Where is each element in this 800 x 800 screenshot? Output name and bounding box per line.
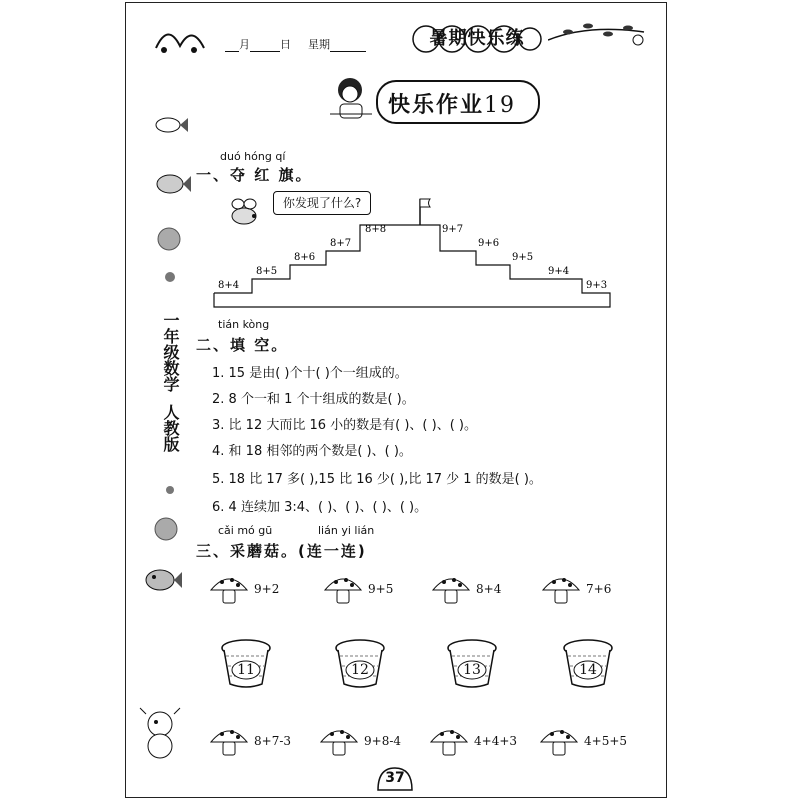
mushroom-item <box>540 572 612 610</box>
bubble-icon <box>156 226 182 252</box>
basket-number: 11 <box>237 662 255 678</box>
mushroom-icon <box>538 724 580 758</box>
question-4: 4. 和 18 相邻的两个数是( )、( )。 <box>212 444 412 459</box>
left-step-5: 8+8 <box>365 224 387 235</box>
section3-pinyin-a: cǎi mó gū <box>218 524 273 537</box>
fish-icon <box>150 110 190 140</box>
fish-icon <box>152 166 192 202</box>
brand-text: 暑期快乐练 <box>429 28 525 49</box>
mushroom-label: 4+4+3 <box>474 734 518 748</box>
day-label: 日 <box>280 38 291 51</box>
mushroom-label: 4+5+5 <box>584 734 628 748</box>
month-label: 月 <box>239 38 250 51</box>
bubble-icon <box>163 270 177 284</box>
bubble-icon <box>163 483 177 497</box>
title-box <box>376 80 540 124</box>
grade-subject-label: 一年级数学 <box>161 312 180 392</box>
leaf-decoration-icon <box>150 18 210 58</box>
mushroom-icon <box>428 724 470 758</box>
header-deco <box>150 18 210 58</box>
right-step-1: 9+7 <box>442 224 464 235</box>
mushroom-label: 8+4 <box>476 582 502 596</box>
mushroom-item <box>538 724 628 762</box>
mushroom-label: 9+2 <box>254 582 280 596</box>
sidebar-vertical-text <box>160 312 180 452</box>
mushroom-label: 8+7-3 <box>254 734 292 748</box>
branch-icon <box>548 14 648 50</box>
question-6: 6. 4 连续加 3:4、( )、( )、( )、( )。 <box>212 500 428 515</box>
left-step-2: 8+5 <box>256 266 278 277</box>
left-step-4: 8+7 <box>330 238 352 249</box>
mushroom-icon <box>540 572 582 606</box>
right-step-4: 9+4 <box>548 266 570 277</box>
question-2: 2. 8 个一和 1 个十组成的数是( )。 <box>212 392 415 407</box>
left-step-1: 8+4 <box>218 280 240 291</box>
basket <box>444 636 500 690</box>
section3-heading: 三、采蘑菇。(连一连) <box>196 542 367 560</box>
basket <box>332 636 388 690</box>
page-title: 快乐作业19 <box>388 93 517 118</box>
section1-pinyin: duó hóng qí <box>220 150 286 163</box>
page-number: 37 <box>385 770 405 786</box>
staircase-diagram <box>210 195 620 315</box>
right-step-3: 9+5 <box>512 252 534 263</box>
question-1: 1. 15 是由( )个十( )个一组成的。 <box>212 366 408 381</box>
girl-icon <box>326 74 376 126</box>
edition-label: 人教版 <box>161 404 180 452</box>
left-step-3: 8+6 <box>294 252 316 263</box>
speech-bubble: 你发现了什么? <box>273 191 371 215</box>
date-line <box>225 36 366 52</box>
question-3: 3. 比 12 大而比 16 小的数是有( )、( )、( )。 <box>212 418 477 433</box>
question-5: 5. 18 比 17 多( ),15 比 16 少( ),比 17 少 1 的数是( )。 <box>212 472 542 487</box>
mushroom-label: 9+8-4 <box>364 734 402 748</box>
basket <box>218 636 274 690</box>
right-step-5: 9+3 <box>586 280 608 291</box>
branch-decoration <box>548 14 648 50</box>
bubble-icon <box>153 516 179 542</box>
girl-illustration <box>326 74 376 126</box>
cartoon-dog-icon <box>136 706 186 762</box>
fish-icon <box>140 560 184 600</box>
mushroom-icon <box>208 724 250 758</box>
basket-number: 13 <box>463 662 481 678</box>
mushroom-icon <box>430 572 472 606</box>
section1-heading: 一、夺 红 旗。 <box>196 166 313 184</box>
mushroom-item <box>208 724 292 762</box>
basket-number: 12 <box>351 662 369 678</box>
weekday-label: 星期 <box>308 38 330 51</box>
mushroom-item <box>428 724 518 762</box>
right-step-2: 9+6 <box>478 238 500 249</box>
section3-pinyin-b: lián yi lián <box>318 524 375 537</box>
section2-heading: 二、填 空。 <box>196 336 289 354</box>
mushroom-icon <box>208 572 250 606</box>
red-flag <box>420 199 430 225</box>
mushroom-item <box>318 724 402 762</box>
mushroom-label: 9+5 <box>368 582 394 596</box>
mushroom-item <box>322 572 394 610</box>
title-number: 19 <box>484 93 517 118</box>
basket-number: 14 <box>579 662 597 678</box>
basket <box>560 636 616 690</box>
mushroom-item <box>208 572 280 610</box>
page-number-badge <box>376 764 414 792</box>
mushroom-icon <box>322 572 364 606</box>
mushroom-label: 7+6 <box>586 582 612 596</box>
brand-banner <box>412 22 542 56</box>
section2-pinyin: tián kòng <box>218 318 270 331</box>
mushroom-icon <box>318 724 360 758</box>
mushroom-item <box>430 572 502 610</box>
